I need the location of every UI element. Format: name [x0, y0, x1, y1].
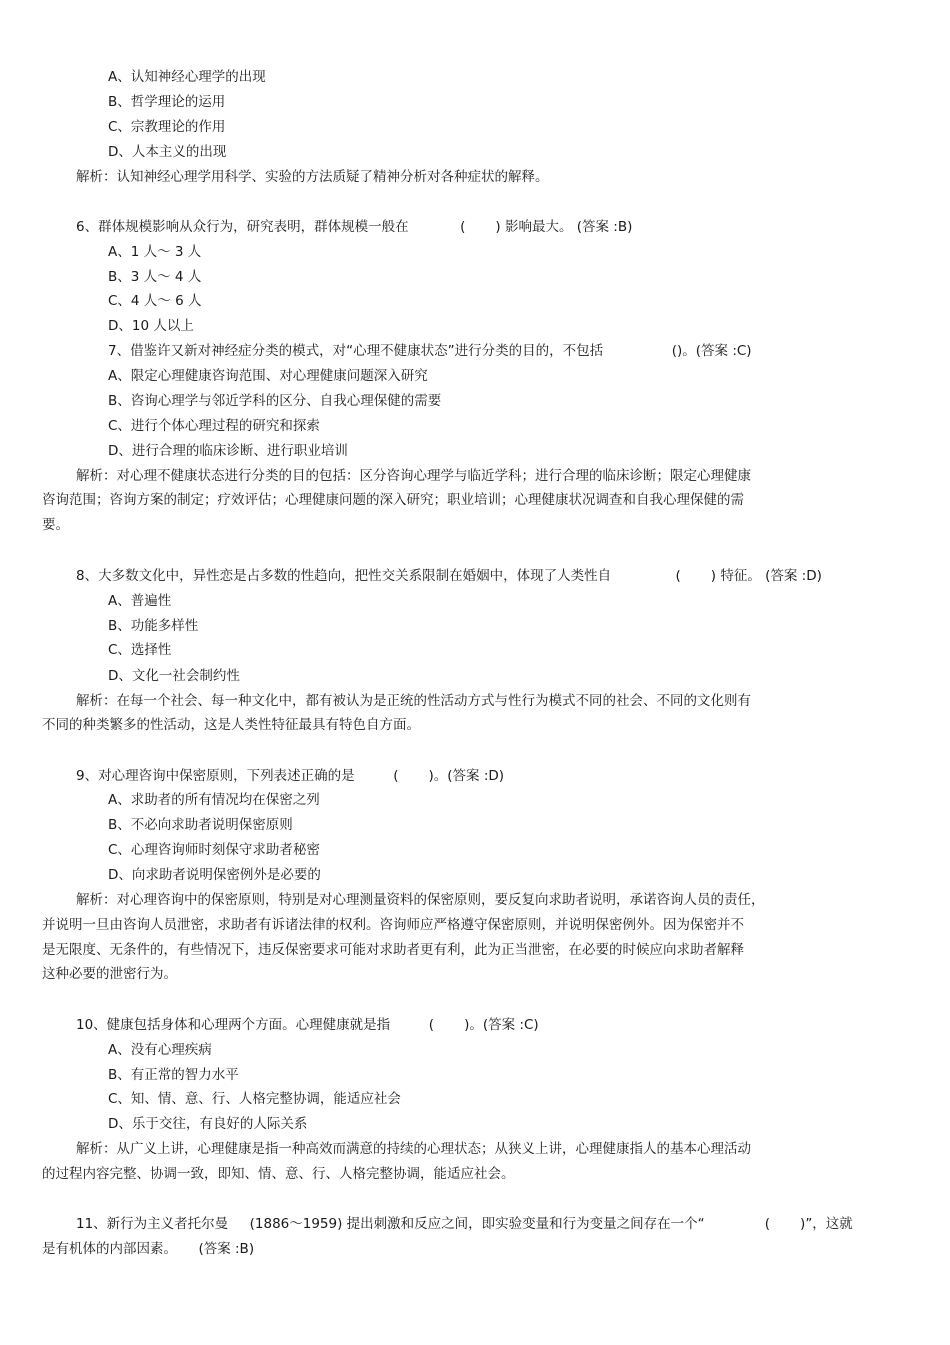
q8-option-b: B、功能多样性 [108, 618, 199, 634]
q10-analysis-line2: 的过程内容完整、协调一致，即知、情、意、行、人格完整协调，能适应社会。 [42, 1166, 515, 1182]
q5-option-b: B、哲学理论的运用 [108, 94, 226, 110]
q8-stem: 8、大多数文化中，异性恋是占多数的性趋向，把性交关系限制在婚姻中，体现了人类性自 ( ) 特征。 (答案 :D) [76, 568, 822, 584]
q8-analysis-line1: 解析：在每一个社会、每一种文化中，都有被认为是正统的性活动方式与性行为模式不同的社会、不同的文化则有 [76, 693, 751, 709]
q8-analysis-line2: 不同的种类繁多的性活动，这是人类性特征最具有特色自方面。 [42, 717, 420, 733]
q11-stem-line1: 11、新行为主义者托尔曼 (1886～1959) 提出刺激和反应之间，即实验变量和行为变量之间存在一个“ ( )”，这就 [76, 1216, 853, 1232]
q6-option-d: D、10 人以上 [108, 318, 194, 334]
q5-option-c: C、宗教理论的作用 [108, 119, 226, 135]
q9-option-b: B、不必向求助者说明保密原则 [108, 817, 293, 833]
q10-option-c: C、知、情、意、行、人格完整协调，能适应社会 [108, 1091, 401, 1107]
q7-option-b: B、咨询心理学与邻近学科的区分、自我心理保健的需要 [108, 393, 442, 409]
q9-option-a: A、求助者的所有情况均在保密之列 [108, 792, 320, 808]
q8-option-a: A、普遍性 [108, 593, 172, 609]
q7-option-d: D、进行合理的临床诊断、进行职业培训 [108, 443, 348, 459]
q9-analysis-line2: 并说明一旦由咨询人员泄密，求助者有诉诸法律的权利。咨询师应严格遵守保密原则，并说明保密例外。因为保密并不 [42, 917, 744, 933]
q9-option-c: C、心理咨询师时刻保守求助者秘密 [108, 842, 320, 858]
q5-option-a: A、认知神经心理学的出现 [108, 69, 266, 85]
q6-option-c: C、4 人～ 6 人 [108, 293, 202, 309]
q10-option-a: A、没有心理疾病 [108, 1042, 212, 1058]
q9-option-d: D、向求助者说明保密例外是必要的 [108, 867, 321, 883]
q9-analysis-line3: 是无限度、无条件的，有些情况下，违反保密要求可能对求助者更有利，此为正当泄密，在必要的时候应向求助者解释 [42, 942, 744, 958]
q9-analysis-line1: 解析：对心理咨询中的保密原则，特别是对心理测量资料的保密原则，要反复向求助者说明，承诺咨询人员的责任， [76, 892, 765, 908]
q10-option-d: D、乐于交往，有良好的人际关系 [108, 1116, 308, 1132]
q7-analysis-line1: 解析：对心理不健康状态进行分类的目的包括：区分咨询心理学与临近学科；进行合理的临床诊断；限定心理健康 [76, 468, 751, 484]
q7-option-a: A、限定心理健康咨询范围、对心理健康问题深入研究 [108, 368, 428, 384]
q10-stem: 10、健康包括身体和心理两个方面。心理健康就是指 ( )。(答案 :C) [76, 1017, 539, 1033]
q7-analysis-line2: 咨询范围；咨询方案的制定；疗效评估；心理健康问题的深入研究；职业培训；心理健康状况调查和自我心理保健的需 [42, 492, 744, 508]
q6-option-b: B、3 人～ 4 人 [108, 269, 202, 285]
q7-option-c: C、进行个体心理过程的研究和探索 [108, 418, 320, 434]
q7-analysis-line3: 要。 [42, 517, 69, 533]
q6-stem: 6、群体规模影响从众行为，研究表明，群体规模一般在 ( ) 影响最大。 (答案 :B) [76, 219, 633, 235]
q8-option-d: D、文化一社会制约性 [108, 668, 240, 684]
q9-stem: 9、对心理咨询中保密原则，下列表述正确的是 ( )。(答案 :D) [76, 768, 505, 784]
q10-analysis-line1: 解析：从广义上讲，心理健康是指一种高效而满意的持续的心理状态；从狭义上讲，心理健康指人的基本心理活动 [76, 1141, 751, 1157]
q6-option-a: A、1 人～ 3 人 [108, 244, 202, 260]
q10-option-b: B、有正常的智力水平 [108, 1067, 239, 1083]
q5-option-d: D、人本主义的出现 [108, 144, 227, 160]
q8-option-c: C、选择性 [108, 642, 172, 658]
q11-stem-line2: 是有机体的内部因素。 (答案 :B) [42, 1241, 255, 1257]
q5-analysis: 解析：认知神经心理学用科学、实验的方法质疑了精神分析对各种症状的解释。 [76, 169, 549, 185]
q9-analysis-line4: 这种必要的泄密行为。 [42, 966, 177, 982]
q7-stem: 7、借鉴许又新对神经症分类的模式，对“心理不健康状态”进行分类的目的，不包括 ()。(答案 :C) [108, 343, 752, 359]
